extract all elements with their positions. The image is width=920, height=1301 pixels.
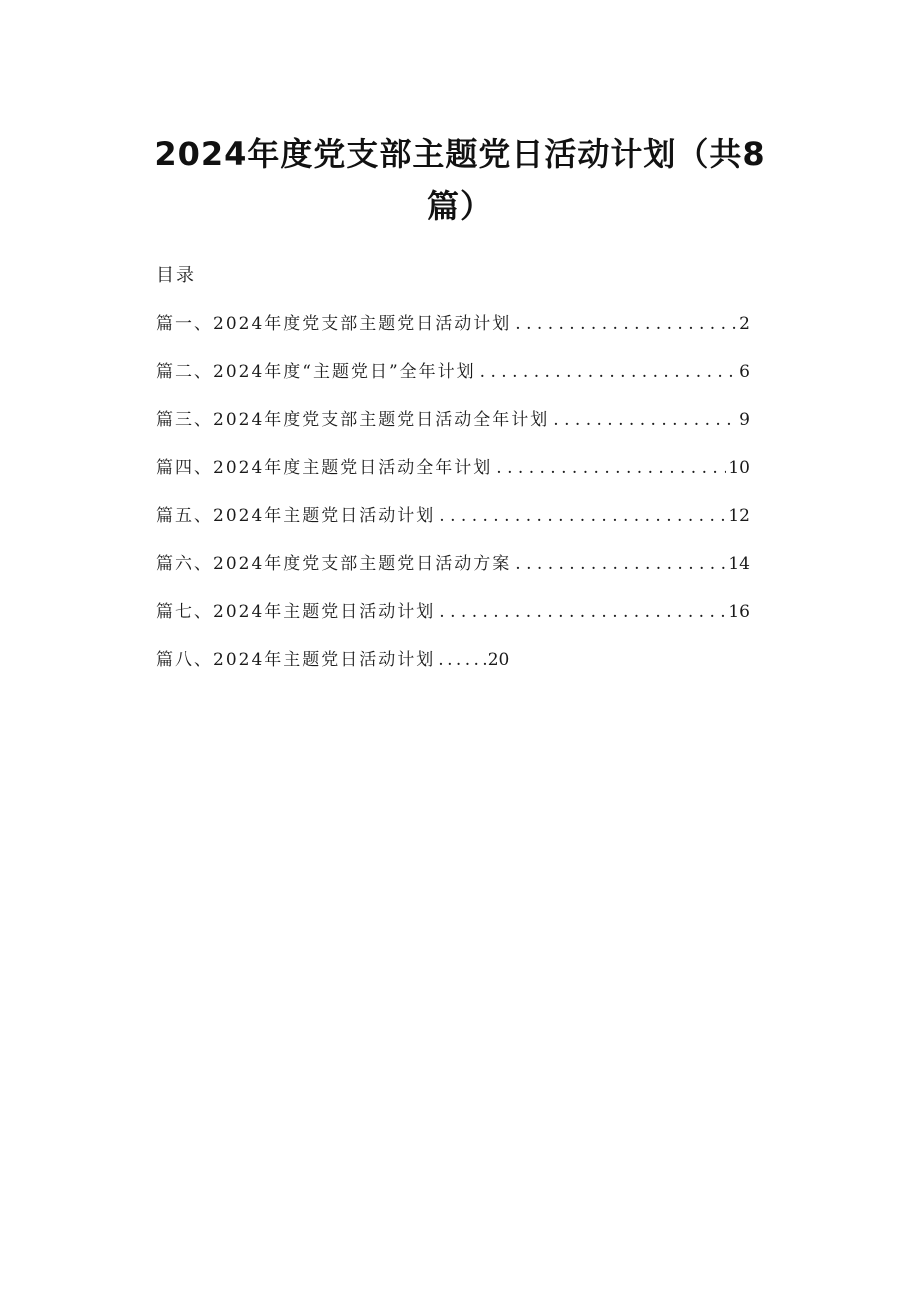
toc-entry[interactable] bbox=[156, 407, 750, 455]
toc-leader-dots bbox=[553, 407, 737, 433]
toc-entry-label: 篇一、2024年度党支部主题党日活动计划 bbox=[156, 314, 512, 334]
toc-entry[interactable] bbox=[156, 311, 750, 359]
table-of-contents bbox=[156, 311, 750, 695]
toc-entry[interactable] bbox=[156, 359, 750, 407]
toc-entry[interactable] bbox=[156, 503, 750, 551]
toc-leader-dots bbox=[438, 647, 486, 673]
toc-entry[interactable] bbox=[156, 599, 750, 647]
toc-leader-dots bbox=[515, 551, 726, 577]
toc-heading: 目录 bbox=[156, 265, 196, 286]
toc-entry-page: 20 bbox=[487, 650, 510, 670]
toc-entry-label: 篇八、2024年主题党日活动计划 bbox=[156, 650, 436, 670]
toc-leader-dots bbox=[480, 359, 738, 385]
toc-entry[interactable] bbox=[156, 647, 750, 695]
toc-leader-dots bbox=[439, 503, 726, 529]
toc-entry-page: 9 bbox=[739, 410, 750, 430]
toc-entry-page: 12 bbox=[728, 506, 750, 526]
toc-entry-page: 6 bbox=[739, 362, 750, 382]
toc-entry-page: 2 bbox=[739, 314, 750, 334]
toc-entry[interactable] bbox=[156, 551, 750, 599]
toc-entry-label: 篇三、2024年度党支部主题党日活动全年计划 bbox=[156, 410, 550, 430]
toc-entry-page: 16 bbox=[728, 602, 750, 622]
toc-entry-label: 篇四、2024年度主题党日活动全年计划 bbox=[156, 458, 493, 478]
toc-leader-dots bbox=[439, 599, 726, 625]
toc-leader-dots bbox=[496, 455, 726, 481]
toc-entry-label: 篇六、2024年度党支部主题党日活动方案 bbox=[156, 554, 512, 574]
toc-entry-label: 篇七、2024年主题党日活动计划 bbox=[156, 602, 436, 622]
toc-entry-page: 10 bbox=[728, 458, 750, 478]
document-title: 2024年度党支部主题党日活动计划（共8篇） bbox=[154, 135, 766, 225]
toc-entry-label: 篇二、2024年度“主题党日”全年计划 bbox=[156, 362, 476, 382]
toc-entry-page: 14 bbox=[728, 554, 750, 574]
toc-leader-dots bbox=[515, 311, 737, 337]
toc-entry[interactable] bbox=[156, 455, 750, 503]
toc-entry-label: 篇五、2024年主题党日活动计划 bbox=[156, 506, 436, 526]
